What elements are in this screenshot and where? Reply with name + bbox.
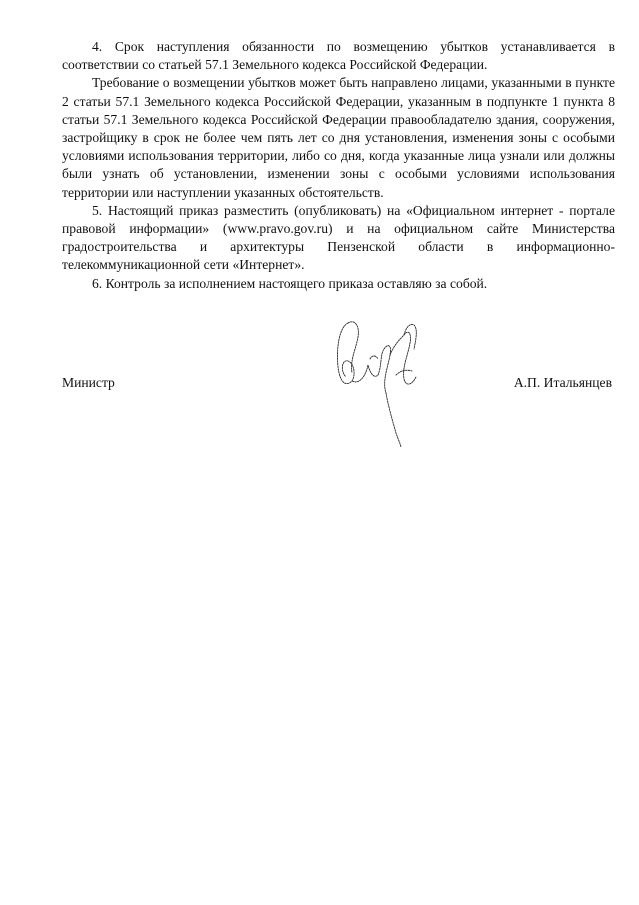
- paragraph-damages-claim: Требование о возмещении убытков может быть направлено лицами, указанными в пункте 2 статьи 57.1 Земельного кодекса Российской Федерации, указанным в подпункте 1 пункта 8 статьи 57.1 Земельного кодекса Российской Федерации правообладателю здания, сооружения, застройщику в срок не более чем пять лет со дня установления, изменения зоны с особыми условиями использования территории, либо со дня, когда указанные лица узнали или должны были узнать об установлении, изменении зоны с особыми условиями использования территории или наступлении указанных обстоятельств.: [62, 75, 615, 200]
- document-body: [62, 38, 615, 293]
- signature-block: [62, 374, 615, 394]
- paragraph-item-6: 6. Контроль за исполнением настоящего приказа оставляю за собой.: [92, 275, 488, 291]
- signer-title: Министр: [62, 375, 115, 390]
- paragraph-item-5: 5. Настоящий приказ разместить (опубликовать) на «Официальном интернет - портале правовой информации» (www.pravo.gov.ru) и на официальном сайте Министерства градостроительства и архитектуры Пензенской области в информационно-телекоммуникационной сети «Интернет».: [62, 202, 615, 273]
- signer-name: А.П. Итальянцев: [513, 375, 612, 390]
- paragraph-item-4: 4. Срок наступления обязанности по возмещению убытков устанавливается в соответствии со статьей 57.1 Земельного кодекса Российской Федерации.: [62, 39, 615, 73]
